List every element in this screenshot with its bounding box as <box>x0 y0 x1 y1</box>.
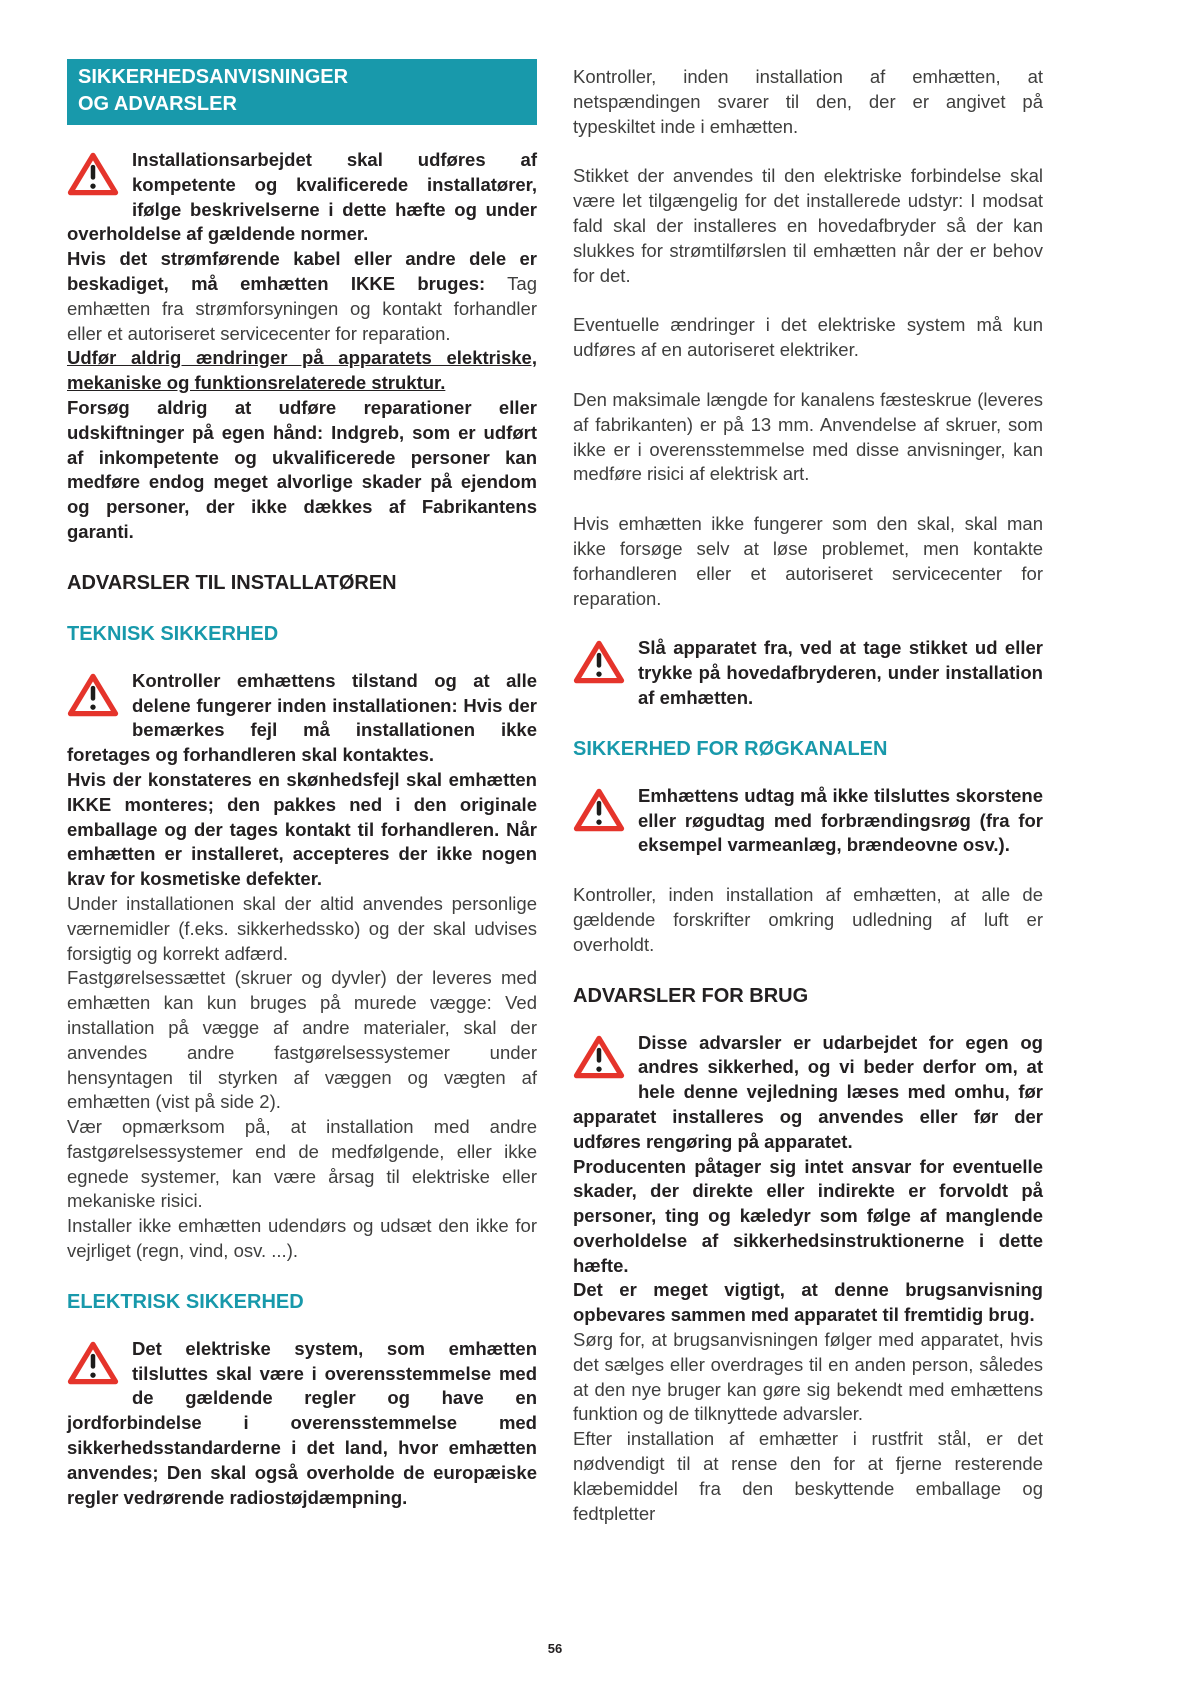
paragraph-normal-run: Tag emhætten fra strømforsyningen og kontakt forhandler eller et autoriseret servicecenter for reparation. <box>67 272 537 344</box>
warning-paragraph-disconnect-power <box>573 636 1043 710</box>
warning-paragraph-read-manual <box>573 1031 1043 1155</box>
warning-paragraph-check-condition <box>67 669 537 768</box>
warning-text: Kontroller emhættens tilstand og at alle delene fungerer inden installationen: Hvis der bemærkes fejl må installationen ikke foretages og forhandleren skal kontaktes. <box>67 669 537 766</box>
paragraph-other-fixing-systems: Vær opmærksom på, at installation med andre fastgørelsessystemer end de medfølgende, eller ikke egnede systemer, kan være årsag til elektriske eller mekaniske risici. <box>67 1116 537 1212</box>
page-number: 56 <box>547 1641 563 1656</box>
warning-triangle-icon <box>67 151 119 197</box>
two-column-layout <box>67 59 1043 1526</box>
paragraph-ppe: Under installationen skal der altid anvendes personlige værnemidler (f.eks. sikkerhedssko) og der skal udvises forsigtig og korrekt adfærd. <box>67 892 537 964</box>
paragraph-no-self-repairs: Forsøg aldrig at udføre reparationer eller udskiftninger på egen hånd: Indgreb, som er udført af inkompetente og ukvalificerede personer kan medføre endog meget alvorlige skader på ejendom og personer, der ikke dækkes af Fabrikantens garanti. <box>67 396 537 542</box>
heading-technical-safety: TEKNISK SIKKERHED <box>67 622 279 645</box>
warning-triangle-icon <box>573 787 625 833</box>
paragraph-damaged-cable <box>67 247 537 346</box>
paragraph-bold-run: Hvis det strømførende kabel eller andre dele er beskadiget, må emhætten IKKE bruges: <box>67 248 537 294</box>
banner-line-1: SIKKERHEDSANVISNINGER <box>78 66 349 88</box>
warning-text: Disse advarsler er udarbejdet for egen og andres sikkerhed, og vi beder derfor om, at hele denne vejledning læses med omhu, før apparatet installeres og anvendes eller før der udføres rengøring på apparatet. <box>573 1031 1043 1152</box>
left-column <box>67 59 537 1526</box>
warning-text: Det elektriske system, som emhætten tilsluttes skal være i overensstemmelse med de gældende regler og have en jordforbindelse i overensstemmelse med sikkerhedsstandarderne i det land, hvor emhætten anvendes; Den skal også overholde de europæiske regler vedrørende radiostøjdæmpning. <box>67 1337 537 1508</box>
heading-flue-safety: SIKKERHED FOR RØGKANALEN <box>573 737 888 760</box>
banner-line-2: OG ADVARSLER <box>78 93 237 115</box>
warning-paragraph-electrical-system <box>67 1337 537 1511</box>
heading-installer-warnings: ADVARSLER TIL INSTALLATØREN <box>67 571 397 594</box>
paragraph-stainless-steel-cleaning: Efter installation af emhætter i rustfrit stål, er det nødvendigt til at rense den for at fjerne resterende klæbemiddel fra den beskyttende emballage og fedtpletter <box>573 1428 1043 1524</box>
warning-triangle-icon <box>573 1034 625 1080</box>
warning-text: Installationsarbejdet skal udføres af kompetente og kvalificerede installatører, ifølge beskrivelserne i dette hæfte og under overholdelse af gældende normer. <box>67 149 537 245</box>
warning-paragraph-installation <box>67 148 537 247</box>
paragraph-fixing-kit: Fastgørelsessættet (skruer og dyvler) der leveres med emhætten kan kun bruges på murede vægge: Ved installation på vægge af andre materialer, skal der anvendes andre fastgørelsessystemer under hensyntagen til styrken af væggen og vægten af emhætten (vist på side 2). <box>67 967 537 1113</box>
warning-paragraph-flue-connection <box>573 784 1043 858</box>
warning-triangle-icon <box>573 639 625 685</box>
warning-text: Emhættens udtag må ikke tilsluttes skorstene eller røgudtag med forbrændingsrøg (fra for eksempel varmeanlæg, brændeovne osv.). <box>638 784 1043 856</box>
paragraph-malfunction: Hvis emhætten ikke fungerer som den skal, skal man ikke forsøge selv at løse problemet, men kontakte forhandleren eller et autoriseret servicecenter for reparation. <box>573 513 1043 609</box>
warning-text: Slå apparatet fra, ved at tage stikket ud eller trykke på hovedafbryderen, under installation af emhætten. <box>638 637 1043 708</box>
heading-use-warnings: ADVARSLER FOR BRUG <box>573 984 809 1007</box>
paragraph-cosmetic-defects: Hvis der konstateres en skønhedsfejl skal emhætten IKKE monteres; den pakkes ned i den originale emballage og der tages kontakt til forhandleren. Når emhætten er installeret, accepteres der ikke nogen krav for kosmetiske defekter. <box>67 768 537 890</box>
paragraph-no-outdoor-use: Installer ikke emhætten udendørs og udsæt den ikke for vejrliget (regn, vind, osv. ...). <box>67 1215 537 1262</box>
paragraph-air-regulations: Kontroller, inden installation af emhætten, at alle de gældende forskrifter omkring udledning af luft er overholdt. <box>573 884 1043 955</box>
paragraph-liability: Producenten påtager sig intet ansvar for eventuelle skader, der direkte eller indirekte er forvoldt på personer, ting og kæledyr som følge af manglende overholdelse af sikkerhedsinstruktionerne i dette hæfte. <box>573 1155 1043 1276</box>
paragraph-manual-transfer: Sørg for, at brugsanvisningen følger med apparatet, hvis det sælges eller overdrages til en anden person, således at den nye bruger kan gøre sig bekendt med emhættens funktion og de tilknyttede advarsler. <box>573 1329 1043 1425</box>
warning-triangle-icon <box>67 672 119 718</box>
heading-electrical-safety: ELEKTRISK SIKKERHED <box>67 1290 304 1313</box>
paragraph-max-screw-length: Den maksimale længde for kanalens fæsteskrue (leveres af fabrikanten) er på 13 mm. Anvendelse af skruer, som ikke er i overensstemmelse med disse anvisninger, kan medføre risici af elektrisk art. <box>573 388 1043 485</box>
warning-triangle-icon <box>67 1340 119 1386</box>
right-column <box>573 59 1043 1526</box>
paragraph-plug-accessibility: Stikket der anvendes til den elektriske forbindelse skal være let tilgængelig for det installerede udstyr: I modsat fald skal der installeres en hovedafbryder så der kan slukkes for strømtilførslen til emhætten når der er behov for det. <box>573 165 1043 286</box>
paragraph-mains-voltage: Kontroller, inden installation af emhætten, at netspændingen svarer til den, der er angivet på typeskiltet inde i emhætten. <box>573 66 1043 137</box>
paragraph-keep-manual: Det er meget vigtigt, at denne brugsanvisning opbevares sammen med apparatet til fremtidig brug. <box>573 1279 1043 1326</box>
paragraph-no-modifications: Udfør aldrig ændringer på apparatets elektriske, mekaniske og funktionsrelaterede struktur. <box>67 347 537 394</box>
safety-banner <box>67 59 537 125</box>
paragraph-electrical-changes: Eventuelle ændringer i det elektriske system må kun udføres af en autoriseret elektriker. <box>573 314 1043 361</box>
